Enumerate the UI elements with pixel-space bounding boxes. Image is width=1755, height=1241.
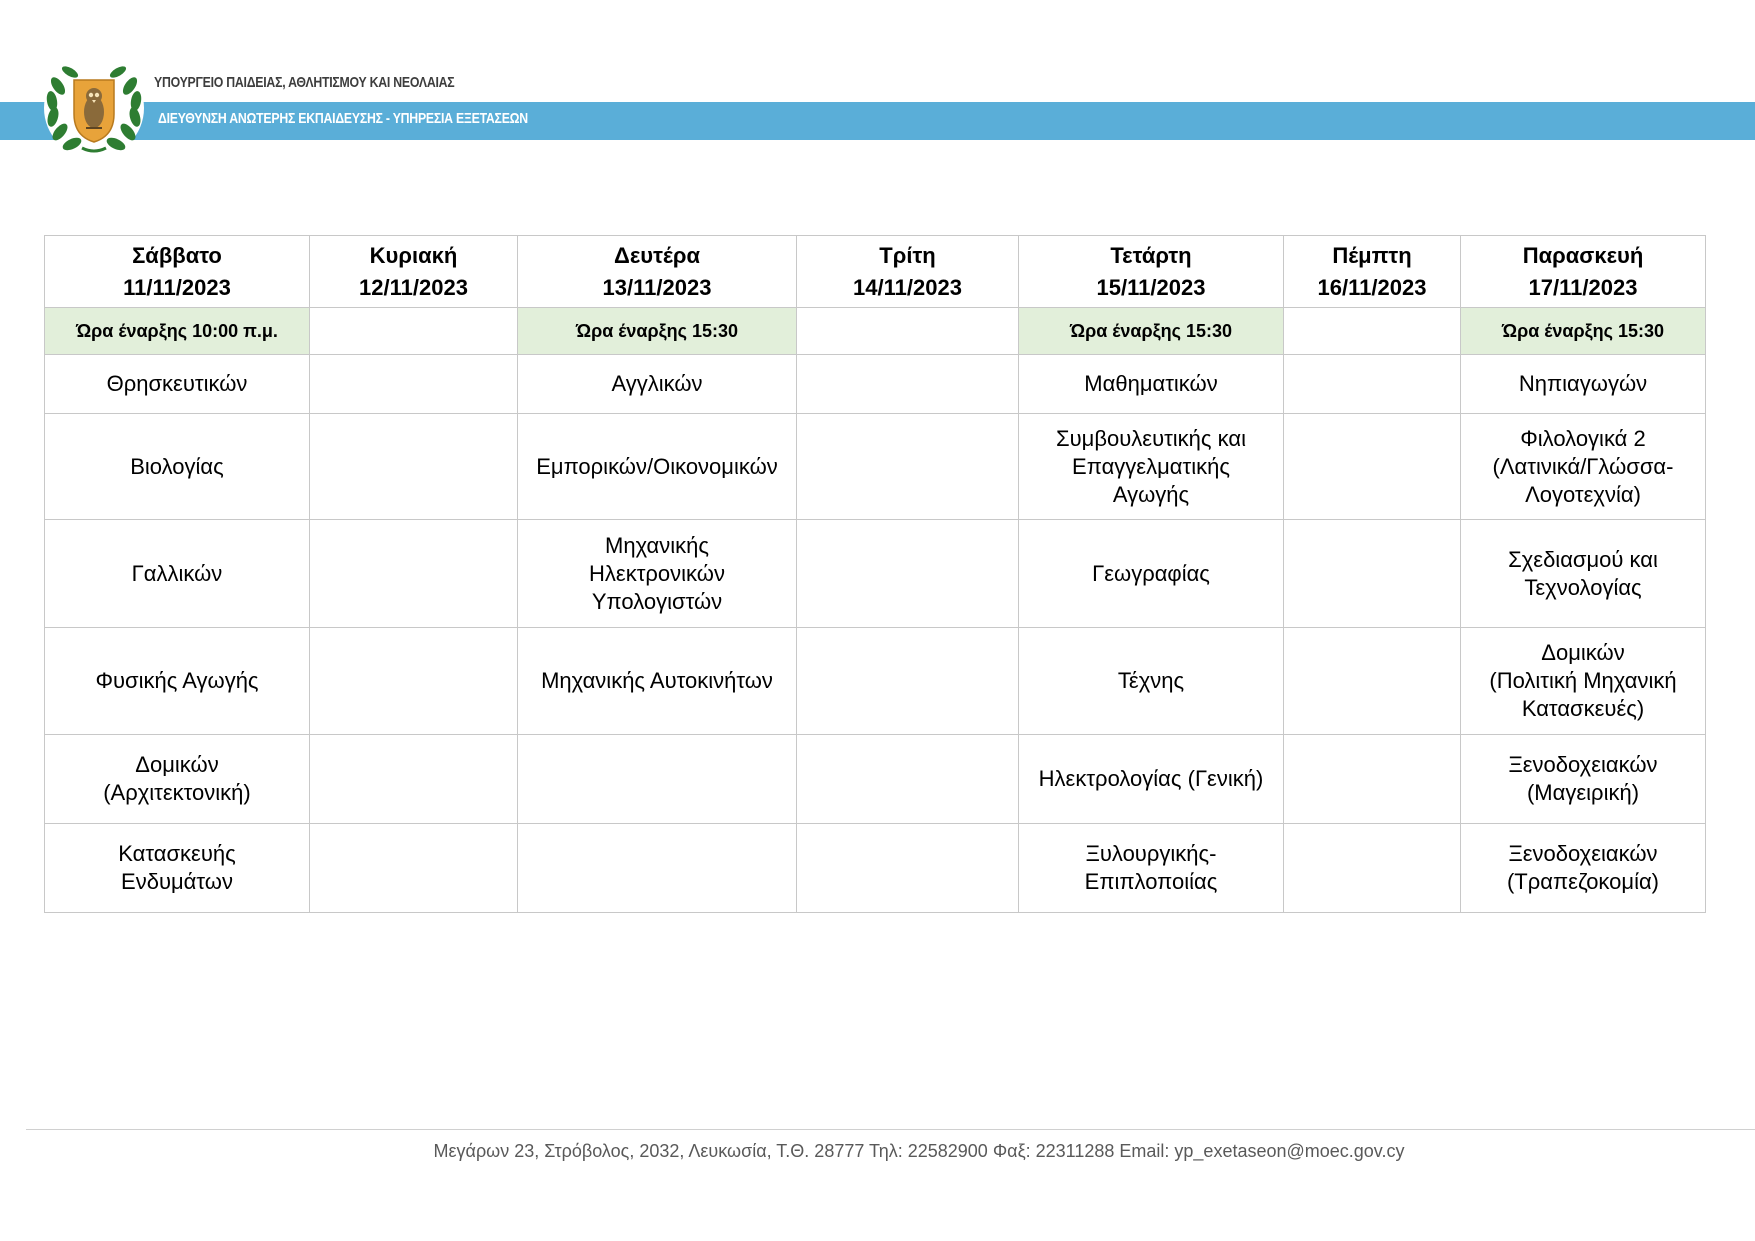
subject-cell <box>797 735 1019 824</box>
day-header-row <box>45 236 1706 308</box>
subject-cell: Θρησκευτικών <box>45 355 310 414</box>
exam-schedule-table <box>44 235 1706 913</box>
day-name: Τρίτη <box>879 242 936 268</box>
subject-cell: Ξυλουργικής- Επιπλοποιίας <box>1019 824 1284 913</box>
subject-cell: Ηλεκτρολογίας (Γενική) <box>1019 735 1284 824</box>
day-header-monday <box>518 236 797 308</box>
subject-cell <box>797 520 1019 628</box>
subject-cell: Φιλολογικά 2 (Λατινικά/Γλώσσα- Λογοτεχνία) <box>1461 414 1706 520</box>
subject-cell: Νηπιαγωγών <box>1461 355 1706 414</box>
subject-cell: Σχεδιασμού και Τεχνολογίας <box>1461 520 1706 628</box>
start-time-cell <box>1284 308 1461 355</box>
day-date: 14/11/2023 <box>853 274 962 300</box>
subject-row <box>45 628 1706 735</box>
subject-cell <box>310 824 518 913</box>
subject-row <box>45 520 1706 628</box>
subject-cell <box>1284 520 1461 628</box>
day-name: Κυριακή <box>369 242 458 268</box>
subject-row <box>45 824 1706 913</box>
subject-cell <box>1284 355 1461 414</box>
subject-cell <box>518 735 797 824</box>
subject-cell: Εμπορικών/Οικονομικών <box>518 414 797 520</box>
subject-cell: Μηχανικής Αυτοκινήτων <box>518 628 797 735</box>
subject-cell: Βιολογίας <box>45 414 310 520</box>
subject-cell <box>1284 824 1461 913</box>
start-time-cell <box>310 308 518 355</box>
day-name: Παρασκευή <box>1522 242 1644 268</box>
subject-cell <box>310 520 518 628</box>
footer-divider <box>26 1129 1755 1130</box>
subject-cell: Μηχανικής Ηλεκτρονικών Υπολογιστών <box>518 520 797 628</box>
day-header-saturday <box>45 236 310 308</box>
subject-cell: Ξενοδοχειακών (Μαγειρική) <box>1461 735 1706 824</box>
day-date: 12/11/2023 <box>359 274 468 300</box>
day-header-sunday <box>310 236 518 308</box>
start-time-cell: Ώρα έναρξης 10:00 π.μ. <box>45 308 310 355</box>
subject-cell <box>1284 735 1461 824</box>
subject-cell: Γαλλικών <box>45 520 310 628</box>
subject-cell <box>310 735 518 824</box>
subject-cell <box>797 824 1019 913</box>
day-name: Πέμπτη <box>1332 242 1412 268</box>
day-date: 11/11/2023 <box>123 274 231 300</box>
day-date: 16/11/2023 <box>1317 274 1427 300</box>
subject-row <box>45 414 1706 520</box>
subject-cell <box>518 824 797 913</box>
start-time-cell: Ώρα έναρξης 15:30 <box>1019 308 1284 355</box>
subject-cell: Δομικών (Αρχιτεκτονική) <box>45 735 310 824</box>
day-name: Τετάρτη <box>1110 242 1192 268</box>
start-time-row <box>45 308 1706 355</box>
subject-cell: Φυσικής Αγωγής <box>45 628 310 735</box>
day-header-wednesday <box>1019 236 1284 308</box>
subject-cell <box>310 414 518 520</box>
cyprus-coat-of-arms-icon <box>42 56 146 160</box>
subject-cell: Αγγλικών <box>518 355 797 414</box>
subject-cell <box>797 414 1019 520</box>
department-title: ΔΙΕΥΘΥΝΣΗ ΑΝΩΤΕΡΗΣ ΕΚΠΑΙΔΕΥΣΗΣ - ΥΠΗΡΕΣΙΑ ΕΞΕΤΑΣΕΩΝ <box>158 110 528 127</box>
day-date: 15/11/2023 <box>1096 274 1206 300</box>
day-header-tuesday <box>797 236 1019 308</box>
start-time-cell: Ώρα έναρξης 15:30 <box>518 308 797 355</box>
subject-cell: Συμβουλευτικής και Επαγγελματικής Αγωγής <box>1019 414 1284 520</box>
subject-cell <box>1284 628 1461 735</box>
subject-cell <box>797 628 1019 735</box>
subject-cell: Ξενοδοχειακών (Τραπεζοκομία) <box>1461 824 1706 913</box>
start-time-cell <box>797 308 1019 355</box>
subject-cell <box>310 628 518 735</box>
page-header <box>0 0 1755 160</box>
day-name: Σάββατο <box>132 242 222 268</box>
subject-cell <box>797 355 1019 414</box>
subject-cell <box>1284 414 1461 520</box>
subject-cell <box>310 355 518 414</box>
day-date: 17/11/2023 <box>1528 274 1638 300</box>
footer-address: Μεγάρων 23, Στρόβολος, 2032, Λευκωσία, Τ.Θ. 28777 Τηλ: 22582900 Φαξ: 22311288 Email: yp_exetaseon@moec.gov.cy <box>433 1141 1405 1161</box>
day-date: 13/11/2023 <box>602 274 712 300</box>
subject-cell: Κατασκευής Ενδυμάτων <box>45 824 310 913</box>
day-header-friday <box>1461 236 1706 308</box>
subject-cell: Τέχνης <box>1019 628 1284 735</box>
start-time-cell: Ώρα έναρξης 15:30 <box>1461 308 1706 355</box>
subject-cell: Μαθηματικών <box>1019 355 1284 414</box>
subject-row <box>45 735 1706 824</box>
subject-cell: Γεωγραφίας <box>1019 520 1284 628</box>
subject-row <box>45 355 1706 414</box>
day-header-thursday <box>1284 236 1461 308</box>
day-name: Δευτέρα <box>614 242 700 268</box>
subject-cell: Δομικών (Πολιτική Μηχανική Κατασκευές) <box>1461 628 1706 735</box>
ministry-title: ΥΠΟΥΡΓΕΙΟ ΠΑΙΔΕΙΑΣ, ΑΘΛΗΤΙΣΜΟΥ ΚΑΙ ΝΕΟΛΑΙΑΣ <box>154 74 455 91</box>
